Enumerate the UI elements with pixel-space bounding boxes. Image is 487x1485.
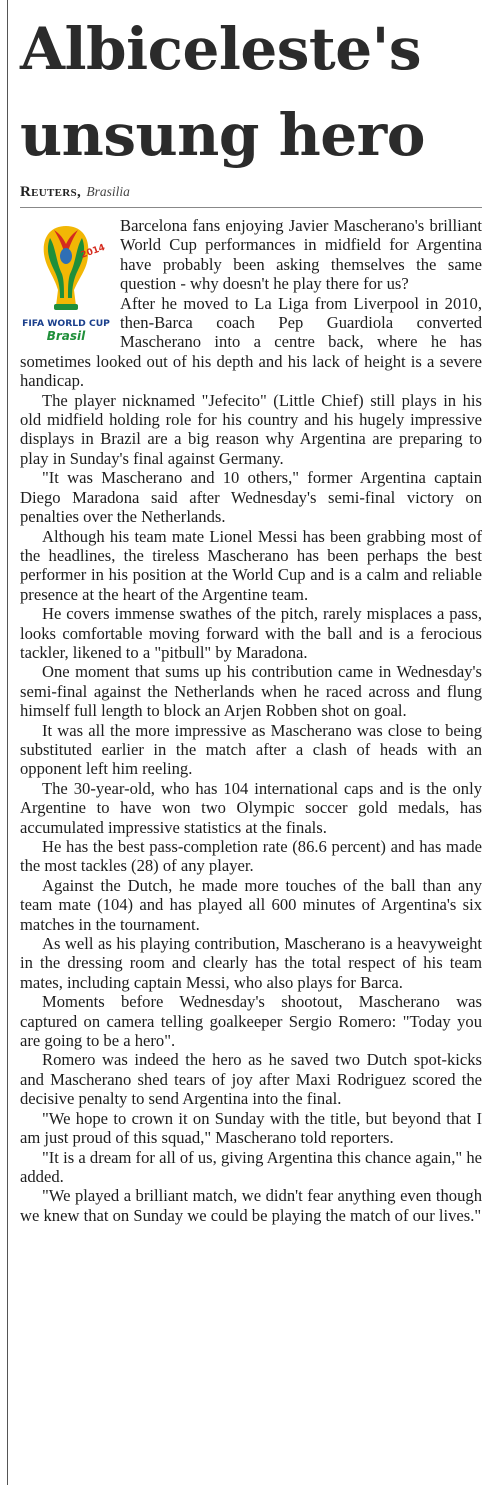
paragraph: As well as his playing contribution, Mascherano is a heavyweight in the dressing room and clearly has the total respect of his team mates, including captain Messi, who also plays for Barca. xyxy=(20,934,482,992)
paragraph: He has the best pass-completion rate (86.6 percent) and has made the most tackles (28) of any player. xyxy=(20,837,482,876)
paragraph: "It was Mascherano and 10 others," former Argentina captain Diego Maradona said after Wednesday's semi-final victory on penalties over the Netherlands. xyxy=(20,468,482,527)
paragraph: "We played a brilliant match, we didn't fear anything even though we knew that on Sunday we could be playing the match of our lives." xyxy=(20,1186,482,1225)
paragraph: The player nicknamed "Jefecito" (Little Chief) still plays in his old midfield holding role for his country and his hugely impressive displays in Brazil are a big reason why Argentina are preparing to play in Sunday's final against Germany. xyxy=(20,390,482,468)
headline-line-2: unsung hero xyxy=(20,101,425,169)
column-rule xyxy=(7,0,8,1485)
byline-location: Brasilia xyxy=(86,184,130,199)
headline-line-1: Albiceleste's xyxy=(20,15,422,83)
byline-divider xyxy=(20,207,482,208)
logo-line-2: Brasil xyxy=(46,329,86,343)
paragraph: Moments before Wednesday's shootout, Mascherano was captured on camera telling goalkeeper Sergio Romero: "Today you are going to be a hero". xyxy=(20,992,482,1051)
paragraph: After he moved to La Liga from Liverpool in 2010, then-Barca coach Pep Guardiola converted Mascherano into a centre back, where he has sometimes looked out of his depth and his lack of height is a severe handicap. xyxy=(20,293,482,391)
paragraph: Although his team mate Lionel Messi has been grabbing most of the headlines, the tireless Mascherano has been perhaps the best performer in his position at the World Cup and is a calm and reliable presence at the heart of the Argentine team. xyxy=(20,526,482,604)
logo-year: 2014 xyxy=(79,242,107,261)
paragraph: "We hope to crown it on Sunday with the title, but beyond that I am just proud of this squad," Mascherano told reporters. xyxy=(20,1108,482,1148)
logo-space xyxy=(20,216,120,344)
logo-line-1: FIFA WORLD CUP xyxy=(22,318,110,329)
paragraph: Romero was indeed the hero as he saved two Dutch spot-kicks and Mascherano shed tears of joy after Maxi Rodriguez scored the decisive penalty to send Argentina into the final. xyxy=(20,1050,482,1109)
paragraph: Barcelona fans enjoying Javier Mascherano's brilliant World Cup performances in midfield for Argentina have probably been asking themselves the same question - why doesn't he play there for us? xyxy=(120,216,482,294)
paragraph: "It is a dream for all of us, giving Argentina this chance again," he added. xyxy=(20,1147,482,1186)
paragraph: It was all the more impressive as Mascherano was close to being substituted earlier in the match after a clash of heads with an opponent left him reeling. xyxy=(20,720,482,779)
paragraph: The 30-year-old, who has 104 international caps and is the only Argentine to have won two Olympic soccer gold medals, has accumulated impressive statistics at the finals. xyxy=(20,778,482,837)
paragraph: One moment that sums up his contribution came in Wednesday's semi-final against the Netherlands when he raced across and flung himself full length to block an Arjen Robben shot on goal. xyxy=(20,662,482,721)
article-body xyxy=(20,216,482,1225)
byline xyxy=(20,184,130,201)
byline-agency: Reuters, xyxy=(20,184,81,200)
paragraph: He covers immense swathes of the pitch, rarely misplaces a pass, looks comfortable moving forward with the ball and is a ferocious tackler, likened to a "pitbull" by Maradona. xyxy=(20,604,482,662)
headline xyxy=(20,6,485,178)
paragraph: Against the Dutch, he made more touches of the ball than any team mate (104) and has played all 600 minutes of Argentina's six matches in the tournament. xyxy=(20,875,482,934)
